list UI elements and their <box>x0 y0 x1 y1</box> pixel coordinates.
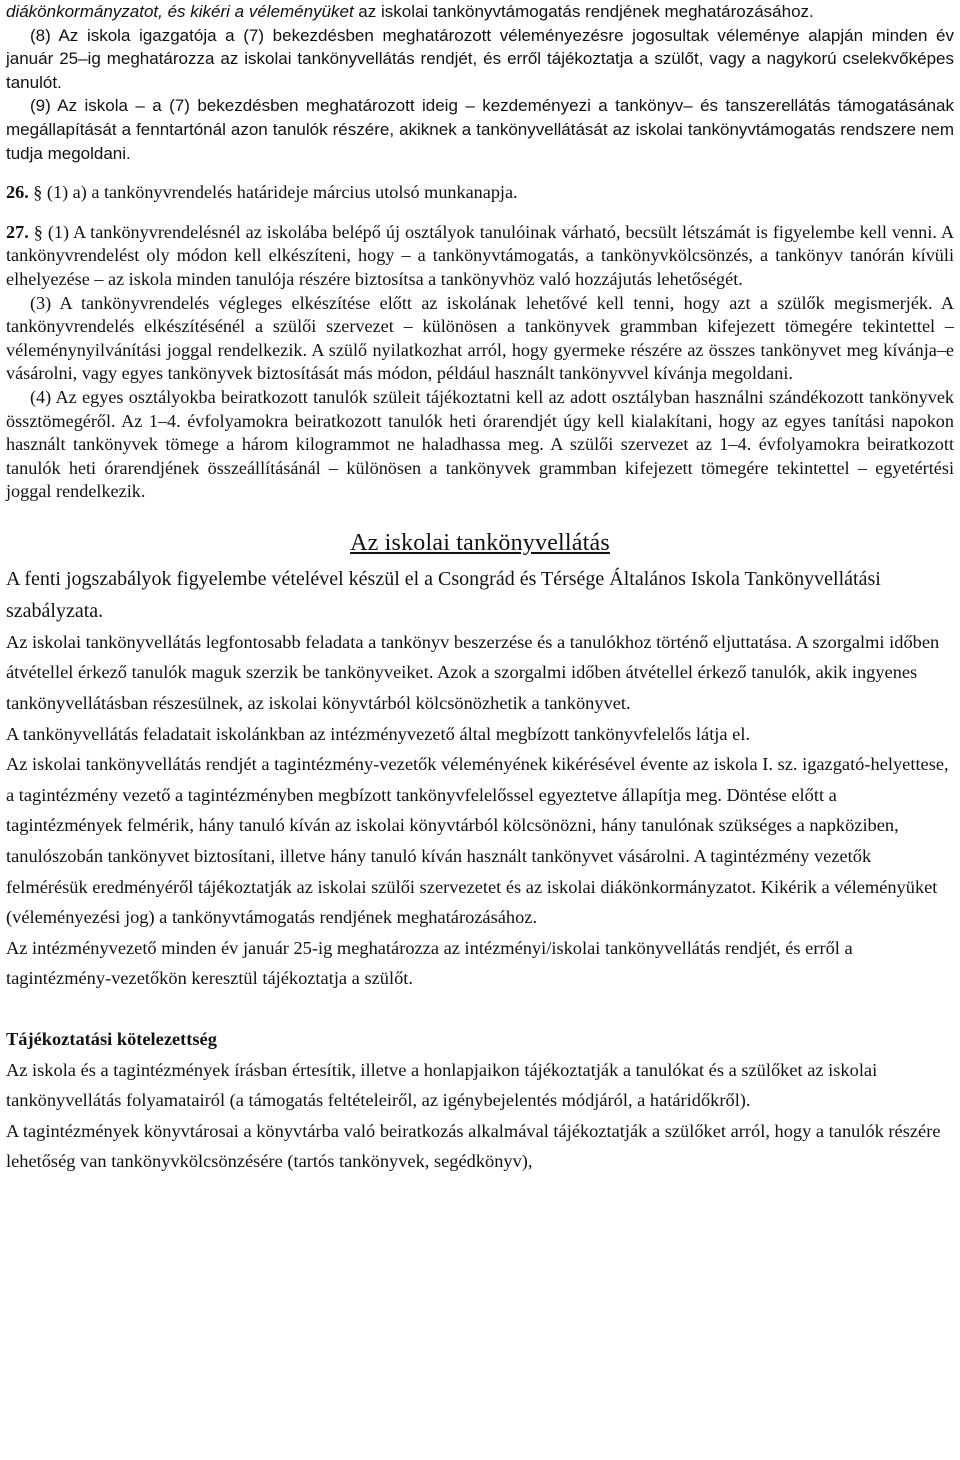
section-26 <box>6 181 954 205</box>
section-27-p3: (3) A tankönyvrendelés végleges elkészítése előtt az iskolának lehetővé kell tenni, hogy azt a szülők megismerjék. A tankönyvrendelés elkészítésénél a szülői szervezet – különösen a tankönyvek grammban kifejezett tömegére tekintettel – véleménynyilvánítási joggal rendelkezik. A szülő nyilatkozhat arról, hogy gyermeke részére az összes tankönyvet meg kívánja–e vásárolni, vagy egyes tankönyvek biztosítását más módon, például használt tankönyvvel kívánja megoldani. <box>6 292 954 384</box>
continuation-paragraph <box>6 0 954 24</box>
italic-text: diákönkormányzatot, és kikéri a véleményüket <box>6 2 354 21</box>
section-27-number: 27. <box>6 221 29 242</box>
intro-paragraph: A fenti jogszabályok figyelembe vételével készül el a Csongrád és Térsége Általános Iskola Tankönyvellátási szabályzata. <box>6 567 881 622</box>
body-paragraph: Az intézményvezető minden év január 25-ig meghatározza az intézményi/iskolai tankönyvellátás rendjét, és erről a tagintézmény-vezetőkön keresztül tájékoztatja a szülőt. <box>6 937 853 989</box>
info-paragraph: Az iskola és a tagintézmények írásban értesítik, illetve a honlapjaikon tájékoztatják a tanulókat és a szülőket az iskolai tankönyvellátás folyamatairól (a támogatás feltételeiről, az igénybejelentés módjáról, a határidőkről). <box>6 1059 878 1111</box>
body-paragraph: Az iskolai tankönyvellátás legfontosabb feladata a tankönyv beszerzése és a tanulókhoz történő eljuttatása. A szorgalmi időben átvétellel érkező tanulók maguk szerzik be tankönyveiket. Azok a szorgalmi időben átvétellel érkező tanulók, akik ingyenes tankönyvellátásban részesülnek, az iskolai könyvtárból kölcsönözhetik a tankönyvet. <box>6 631 940 714</box>
body-paragraph: A tankönyvellátás feladatait iskolánkban az intézményvezető által megbízott tankönyvfelelős látja el. <box>6 723 751 744</box>
body-paragraph: Az iskolai tankönyvellátás rendjét a tagintézmény-vezetők véleményének kikérésével évente az iskola I. sz. igazgató-helyettese, a tagintézmény vezető a tagintézményben megbízott tankönyvfelelőssel egyeztetve állapítja meg. Döntése előtt a tagintézmények felmérik, hány tanuló kíván az iskolai könyvtárból kölcsönözni, hány tanulónak szükséges a napköziben, tanulószobán tankönyvet biztosítani, illetve hány tanuló kíván használt tankönyvet vásárolni. A tagintézmény vezetők felmérésük eredményéről tájékoztatják az iskolai szülői szervezetet és az iskolai diákönkormányzatot. Kikérik a véleményüket (véleményezési jog) a tankönyvtámogatás rendjének meghatározásához. <box>6 754 949 928</box>
section-26-text: (1) a) a tankönyvrendelés határideje március utolsó munkanapja. <box>42 182 518 203</box>
paragraph-8 <box>6 24 954 95</box>
top-block <box>6 0 954 165</box>
main-title: Az iskolai tankönyvellátás <box>350 529 610 556</box>
section-heading: Tájékoztatási kötelezettség <box>6 1029 217 1049</box>
section-sign: § <box>33 221 43 242</box>
section-26-number: 26. <box>6 182 29 203</box>
continuation-text: az iskolai tankönyvtámogatás rendjének meghatározásához. <box>358 2 814 21</box>
section-sign: § <box>33 182 43 203</box>
info-paragraph: A tagintézmények könyvtárosai a könyvtárba való beiratkozás alkalmával tájékoztatják a szülőket arról, hogy a tanulók részére lehetőség van tankönyvkölcsönzésére (tartós tankönyvek, segédkönyv), <box>6 1120 941 1172</box>
document-page <box>6 0 954 1177</box>
section-27-p4: (4) Az egyes osztályokba beiratkozott tanulók szüleit tájékoztatni kell az adott osztályban használni szándékozott tankönyvek össztömegéről. Az 1–4. évfolyamokra beiratkozott tanulók heti órarendjét úgy kell kialakítani, hogy az egyes tanítási napokon használt tankönyvek tömege a három kilogrammot ne haladhassa meg. A szülői szervezet az 1–4. évfolyamokra beiratkozott tanulók heti órarendjének összeállításánál – különösen a tankönyvek grammban kifejezett tömegére tekintettel – egyetértési joggal rendelkezik. <box>6 386 954 502</box>
section-27-p1: (1) A tankönyvrendelésnél az iskolába belépő új osztályok tanulóinak várható, becsült létszámát is figyelembe kell venni. A tankönyvrendelést oly módon kell elkészíteni, hogy – a tankönyvtámogatás, a tankönyvkölcsönzés, a tankönyv tanórán kívüli elhelyezése – az iskola minden tanulója részére biztosítsa a tankönyvhöz való hozzájutás lehetőségét. <box>6 221 954 289</box>
paragraph-9-text: (9) Az iskola – a (7) bekezdésben meghatározott ideig – kezdeményezi a tankönyv– és tanszerellátás támogatásának megállapítását a fenntartónál azon tanulók részére, akiknek a tankönyvellátását az iskolai tankönyvtámogatás rendszere nem tudja megoldani. <box>6 96 954 163</box>
paragraph-8-text: (8) Az iskola igazgatója a (7) bekezdésben meghatározott véleményezésre jogosultak véleménye alapján minden év január 25–ig meghatározza az iskolai tankönyvellátás rendjét, és erről tájékoztatja a szülőt, vagy a nagykorú cselekvőképes tanulót. <box>6 25 954 92</box>
paragraph-9 <box>6 94 954 165</box>
section-27 <box>6 221 954 504</box>
